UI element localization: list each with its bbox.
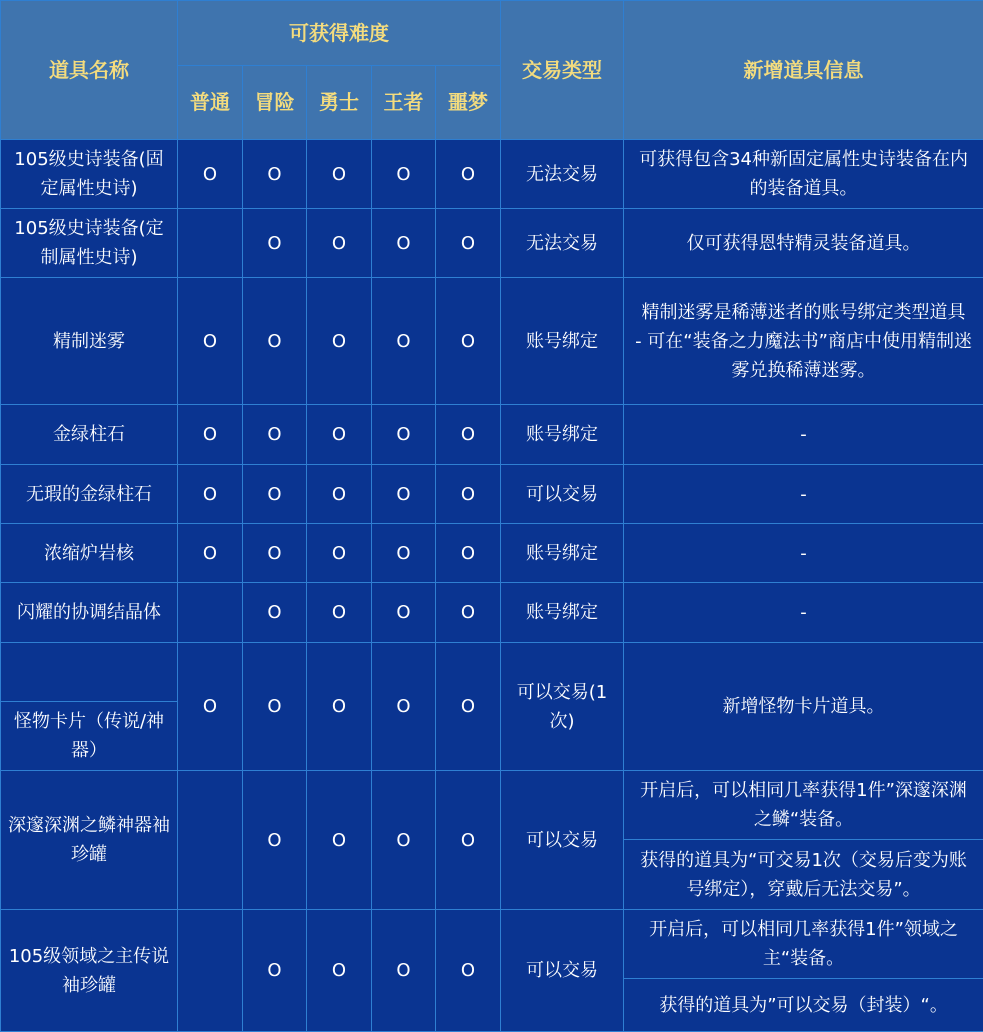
header-trade-type: 交易类型	[501, 1, 624, 140]
item-name-blank	[1, 643, 178, 702]
mark-adventure: O	[243, 140, 307, 209]
item-name: 105级领域之主传说袖珍罐	[1, 910, 178, 1032]
mark-king: O	[372, 643, 436, 771]
item-info: 可获得包含34种新固定属性史诗装备在内的装备道具。	[624, 140, 983, 209]
trade-type: 可以交易	[501, 910, 624, 1032]
trade-type: 无法交易	[501, 140, 624, 209]
header-level-normal: 普通	[178, 66, 243, 140]
mark-king: O	[372, 405, 436, 465]
mark-nightmare: O	[436, 524, 501, 583]
mark-adventure: O	[243, 524, 307, 583]
item-info-line: 精制迷雾是稀薄迷者的账号绑定类型道具	[632, 298, 975, 327]
trade-type: 无法交易	[501, 209, 624, 278]
item-info: -	[624, 405, 983, 465]
mark-warrior: O	[307, 465, 372, 524]
item-name: 浓缩炉岩核	[1, 524, 178, 583]
table-row	[1, 910, 983, 979]
header-item-name: 道具名称	[1, 1, 178, 140]
item-name: 无瑕的金绿柱石	[1, 465, 178, 524]
table-row	[1, 278, 983, 405]
item-info: -	[624, 524, 983, 583]
table-row	[1, 405, 983, 465]
table-row	[1, 583, 983, 643]
mark-adventure: O	[243, 278, 307, 405]
mark-adventure: O	[243, 465, 307, 524]
mark-adventure: O	[243, 771, 307, 910]
trade-type: 可以交易(1次)	[501, 643, 624, 771]
table-row	[1, 771, 983, 840]
table-row	[1, 643, 983, 702]
item-info: 新增怪物卡片道具。	[624, 643, 983, 771]
trade-type: 账号绑定	[501, 583, 624, 643]
item-name: 金绿柱石	[1, 405, 178, 465]
item-name: 精制迷雾	[1, 278, 178, 405]
header-difficulty: 可获得难度	[178, 1, 501, 66]
mark-adventure: O	[243, 209, 307, 278]
mark-normal: O	[178, 405, 243, 465]
item-name: 怪物卡片（传说/神器）	[1, 702, 178, 771]
mark-warrior: O	[307, 524, 372, 583]
mark-nightmare: O	[436, 405, 501, 465]
mark-king: O	[372, 278, 436, 405]
header-level-king: 王者	[372, 66, 436, 140]
mark-king: O	[372, 209, 436, 278]
mark-normal: O	[178, 643, 243, 771]
item-info: -	[624, 583, 983, 643]
mark-warrior: O	[307, 643, 372, 771]
trade-type: 账号绑定	[501, 524, 624, 583]
mark-nightmare: O	[436, 771, 501, 910]
item-info-extra: 获得的道具为”可以交易（封装）“。	[624, 979, 983, 1032]
mark-king: O	[372, 771, 436, 910]
mark-adventure: O	[243, 405, 307, 465]
item-info-extra: 获得的道具为“可交易1次（交易后变为账号绑定），穿戴后无法交易”。	[624, 840, 983, 910]
mark-warrior: O	[307, 910, 372, 1032]
mark-nightmare: O	[436, 910, 501, 1032]
mark-warrior: O	[307, 771, 372, 910]
trade-type: 可以交易	[501, 771, 624, 910]
mark-normal	[178, 910, 243, 1032]
item-name: 105级史诗装备(定制属性史诗)	[1, 209, 178, 278]
header-level-adventure: 冒险	[243, 66, 307, 140]
mark-warrior: O	[307, 278, 372, 405]
table-row	[1, 209, 983, 278]
trade-type: 可以交易	[501, 465, 624, 524]
mark-warrior: O	[307, 140, 372, 209]
item-name: 闪耀的协调结晶体	[1, 583, 178, 643]
mark-nightmare: O	[436, 278, 501, 405]
mark-king: O	[372, 140, 436, 209]
mark-adventure: O	[243, 910, 307, 1032]
header-new-info: 新增道具信息	[624, 1, 983, 140]
mark-king: O	[372, 524, 436, 583]
mark-nightmare: O	[436, 643, 501, 771]
mark-nightmare: O	[436, 465, 501, 524]
item-info: -	[624, 465, 983, 524]
item-info: 仅可获得恩特精灵装备道具。	[624, 209, 983, 278]
table-row	[1, 524, 983, 583]
mark-normal: O	[178, 524, 243, 583]
table-row	[1, 465, 983, 524]
header-level-nightmare: 噩梦	[436, 66, 501, 140]
mark-warrior: O	[307, 209, 372, 278]
mark-king: O	[372, 465, 436, 524]
mark-king: O	[372, 583, 436, 643]
item-info: 开启后，可以相同几率获得1件”深邃深渊之鳞“装备。	[624, 771, 983, 840]
mark-normal: O	[178, 140, 243, 209]
trade-type: 账号绑定	[501, 278, 624, 405]
item-name: 深邃深渊之鳞神器袖珍罐	[1, 771, 178, 910]
table-row	[1, 140, 983, 209]
mark-adventure: O	[243, 643, 307, 771]
mark-normal: O	[178, 278, 243, 405]
mark-normal: O	[178, 465, 243, 524]
trade-type: 账号绑定	[501, 405, 624, 465]
mark-normal	[178, 771, 243, 910]
mark-adventure: O	[243, 583, 307, 643]
item-info	[624, 278, 983, 405]
mark-normal	[178, 209, 243, 278]
mark-warrior: O	[307, 583, 372, 643]
item-info-line: - 可在“装备之力魔法书”商店中使用精制迷雾兑换稀薄迷雾。	[632, 327, 975, 385]
mark-king: O	[372, 910, 436, 1032]
mark-nightmare: O	[436, 140, 501, 209]
mark-nightmare: O	[436, 583, 501, 643]
mark-warrior: O	[307, 405, 372, 465]
header-level-warrior: 勇士	[307, 66, 372, 140]
mark-nightmare: O	[436, 209, 501, 278]
item-info: 开启后，可以相同几率获得1件”领域之主“装备。	[624, 910, 983, 979]
item-name: 105级史诗装备(固定属性史诗)	[1, 140, 178, 209]
mark-normal	[178, 583, 243, 643]
